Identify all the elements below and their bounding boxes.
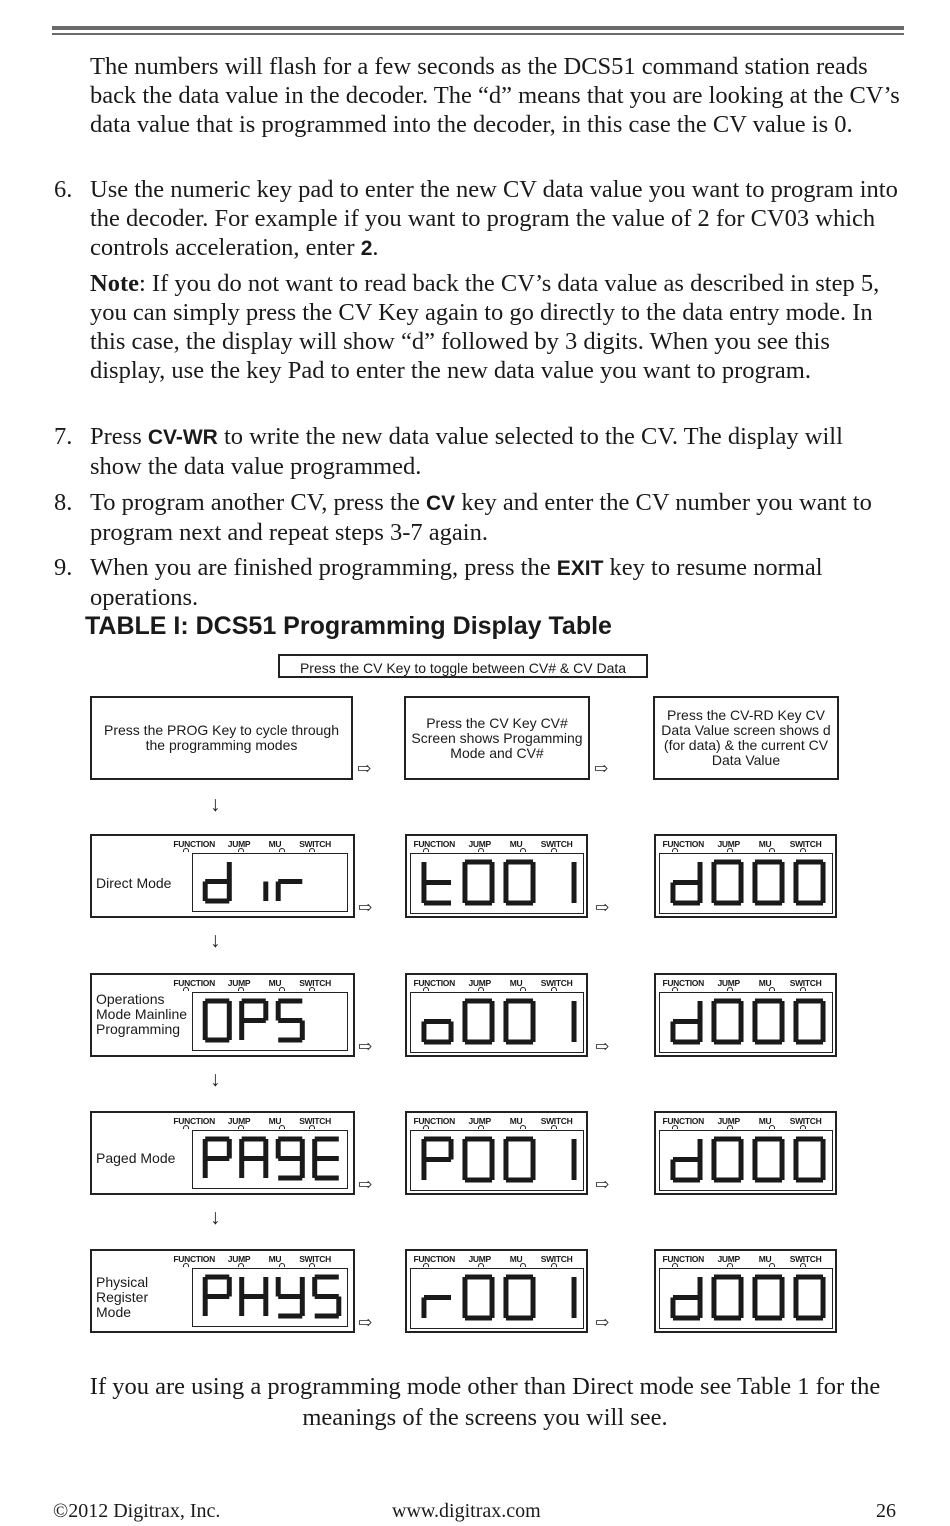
mode-panel xyxy=(90,1111,355,1195)
mode-label: Physical Register Mode xyxy=(96,1274,149,1320)
cv-number-panel xyxy=(405,834,588,918)
right-arrow-icon: ⇨ xyxy=(595,1175,610,1194)
cv-data-lcd xyxy=(659,1130,833,1191)
cv-number-lcd-digits xyxy=(411,1131,582,1189)
cv-data-lcd xyxy=(659,1268,833,1329)
indicator-label-mu: MU xyxy=(509,839,523,849)
table-title: TABLE I: DCS51 Programming Display Table xyxy=(85,612,612,640)
step-number: 9. xyxy=(54,554,73,581)
step-number: 8. xyxy=(54,489,73,516)
cv-data-panel xyxy=(654,834,837,918)
note-label: Note xyxy=(90,270,139,297)
step-6-end: . xyxy=(372,234,379,261)
key-exit: EXIT xyxy=(556,557,604,580)
indicator-label-switch: SWITCH xyxy=(540,1116,573,1126)
indicator-label-switch: SWITCH xyxy=(789,1116,822,1126)
indicator-led-icon xyxy=(478,987,484,991)
footer-copyright: ©2012 Digitrax, Inc. xyxy=(53,1500,221,1522)
indicator-led-icon xyxy=(727,1125,733,1129)
indicator-label-function: FUNCTION xyxy=(662,1254,704,1264)
indicator-led-icon xyxy=(520,1125,526,1129)
indicator-led-icon xyxy=(478,1263,484,1267)
indicator-label-function: FUNCTION xyxy=(173,1254,215,1264)
indicator-led-icon xyxy=(769,987,775,991)
mode-panel xyxy=(90,973,355,1057)
cv-data-lcd-digits xyxy=(660,1131,831,1189)
indicator-led-icon xyxy=(279,1263,285,1267)
step-7-lead: Press xyxy=(90,423,148,450)
indicator-led-icon xyxy=(800,848,806,852)
indicator-label-jump: JUMP xyxy=(468,978,491,988)
indicator-led-icon xyxy=(183,1263,189,1267)
step-8-text xyxy=(90,488,900,547)
indicator-led-icon xyxy=(769,848,775,852)
indicator-labels xyxy=(410,1254,582,1266)
indicator-label-function: FUNCTION xyxy=(662,839,704,849)
cv-number-lcd xyxy=(410,1268,584,1329)
closing-paragraph: If you are using a programming mode other than Direct mode see Table 1 for the meanings of the screens you will see. xyxy=(89,1373,881,1431)
cv-data-panel xyxy=(654,1111,837,1195)
indicator-led-icon xyxy=(279,987,285,991)
indicator-led-icon xyxy=(800,987,806,991)
indicator-label-function: FUNCTION xyxy=(173,839,215,849)
indicator-led-icon xyxy=(423,1125,429,1129)
indicator-label-switch: SWITCH xyxy=(540,978,573,988)
indicator-led-icon xyxy=(551,848,557,852)
indicator-label-jump: JUMP xyxy=(227,839,251,849)
step-8-lead: To program another CV, press the xyxy=(90,489,427,516)
indicator-label-mu: MU xyxy=(758,1254,772,1264)
indicator-label-mu: MU xyxy=(509,1254,523,1264)
mode-label: Direct Mode xyxy=(96,875,172,891)
cv-key-box: Press the CV Key CV# Screen shows Progamming Mode and CV# xyxy=(404,696,590,780)
mode-lcd xyxy=(192,1268,348,1327)
indicator-label-jump: JUMP xyxy=(468,1254,491,1264)
mode-panel xyxy=(90,834,355,918)
mode-panel xyxy=(90,1249,355,1333)
mode-lcd-digits xyxy=(193,854,346,910)
step-number: 7. xyxy=(54,423,73,450)
indicator-led-icon xyxy=(309,848,315,852)
cv-number-panel xyxy=(405,1249,588,1333)
indicator-led-icon xyxy=(551,987,557,991)
indicator-label-jump: JUMP xyxy=(717,1254,740,1264)
cv-number-lcd xyxy=(410,853,584,914)
cv-data-lcd-digits xyxy=(660,854,831,912)
right-arrow-icon: ⇨ xyxy=(358,1175,373,1194)
step-9-lead: When you are finished programming, press the xyxy=(90,554,557,581)
down-arrow-icon: ↓ xyxy=(210,792,221,816)
cv-data-lcd-digits xyxy=(660,1269,831,1327)
indicator-labels xyxy=(410,978,582,990)
indicator-label-function: FUNCTION xyxy=(413,839,455,849)
indicator-label-mu: MU xyxy=(758,839,772,849)
indicator-led-icon xyxy=(423,1263,429,1267)
indicator-label-function: FUNCTION xyxy=(173,978,215,988)
indicator-led-icon xyxy=(309,987,315,991)
cv-number-lcd-digits xyxy=(411,854,582,912)
step-8-body: key and enter the CV number you want to program next and repeat steps 3-7 again. xyxy=(90,489,872,546)
indicator-led-icon xyxy=(183,987,189,991)
step-7-text xyxy=(90,422,900,481)
note-text: : If you do not want to read back the CV’s data value as described in step 5, you can simply press the CV Key again to go directly to the data entry mode. In this case, the display will show “d” followed by 3 digits. When you see this display, use the key Pad to enter the new data value you want to program. xyxy=(90,270,880,384)
indicator-led-icon xyxy=(551,1263,557,1267)
indicator-led-icon xyxy=(551,1125,557,1129)
indicator-led-icon xyxy=(672,848,678,852)
cv-number-lcd-digits xyxy=(411,1269,582,1327)
indicator-label-jump: JUMP xyxy=(227,978,251,988)
mode-label: Operations Mode Mainline Programming xyxy=(96,991,188,1037)
cv-data-lcd-digits xyxy=(660,993,831,1051)
indicator-led-icon xyxy=(478,1125,484,1129)
indicator-labels xyxy=(170,1116,340,1128)
indicator-labels xyxy=(410,1116,582,1128)
mode-lcd-digits xyxy=(193,1131,346,1187)
indicator-labels xyxy=(410,839,582,851)
indicator-label-switch: SWITCH xyxy=(789,1254,822,1264)
mode-lcd-digits xyxy=(193,993,346,1049)
indicator-label-jump: JUMP xyxy=(717,1116,740,1126)
indicator-led-icon xyxy=(309,1263,315,1267)
right-arrow-icon: ⇨ xyxy=(358,1037,373,1056)
indicator-led-icon xyxy=(672,1125,678,1129)
down-arrow-icon: ↓ xyxy=(210,1205,221,1229)
cv-number-panel xyxy=(405,1111,588,1195)
indicator-label-switch: SWITCH xyxy=(299,1116,331,1126)
down-arrow-icon: ↓ xyxy=(210,1067,221,1091)
cv-number-panel xyxy=(405,973,588,1057)
header-rule-thick xyxy=(52,26,904,30)
indicator-labels xyxy=(659,839,831,851)
indicator-label-switch: SWITCH xyxy=(299,839,331,849)
step-9-text xyxy=(90,553,900,612)
cv-number-lcd-digits xyxy=(411,993,582,1051)
key-2: 2 xyxy=(360,237,373,260)
indicator-label-jump: JUMP xyxy=(468,839,491,849)
mode-lcd-digits xyxy=(193,1269,346,1325)
step-number: 6. xyxy=(54,176,73,203)
indicator-led-icon xyxy=(520,848,526,852)
header-rule-thin xyxy=(52,33,904,35)
cv-data-panel xyxy=(654,973,837,1057)
indicator-led-icon xyxy=(238,848,244,852)
right-arrow-icon: ⇨ xyxy=(595,1037,610,1056)
indicator-led-icon xyxy=(769,1263,775,1267)
indicator-labels xyxy=(659,1116,831,1128)
indicator-led-icon xyxy=(727,1263,733,1267)
indicator-label-switch: SWITCH xyxy=(540,839,573,849)
indicator-label-jump: JUMP xyxy=(227,1254,251,1264)
indicator-label-mu: MU xyxy=(509,978,523,988)
indicator-label-mu: MU xyxy=(268,1254,282,1264)
indicator-label-function: FUNCTION xyxy=(413,1116,455,1126)
step-6-text xyxy=(90,175,900,263)
indicator-label-mu: MU xyxy=(509,1116,523,1126)
indicator-label-jump: JUMP xyxy=(227,1116,251,1126)
indicator-label-function: FUNCTION xyxy=(413,1254,455,1264)
step-9-body: key to resume normal operations. xyxy=(90,554,823,611)
key-cv: CV xyxy=(426,492,456,515)
indicator-label-function: FUNCTION xyxy=(662,978,704,988)
indicator-led-icon xyxy=(520,1263,526,1267)
indicator-led-icon xyxy=(478,848,484,852)
indicator-led-icon xyxy=(672,987,678,991)
indicator-label-mu: MU xyxy=(758,1116,772,1126)
indicator-led-icon xyxy=(423,848,429,852)
indicator-label-jump: JUMP xyxy=(717,839,740,849)
indicator-label-switch: SWITCH xyxy=(789,839,822,849)
indicator-labels xyxy=(170,978,340,990)
indicator-label-function: FUNCTION xyxy=(413,978,455,988)
indicator-label-mu: MU xyxy=(268,978,282,988)
indicator-led-icon xyxy=(423,987,429,991)
mode-lcd xyxy=(192,853,348,912)
cv-number-lcd xyxy=(410,992,584,1053)
indicator-led-icon xyxy=(520,987,526,991)
indicator-label-switch: SWITCH xyxy=(789,978,822,988)
step-7-body: to write the new data value selected to the CV. The display will show the data value programmed. xyxy=(90,423,843,480)
indicator-label-mu: MU xyxy=(268,1116,282,1126)
indicator-label-function: FUNCTION xyxy=(173,1116,215,1126)
indicator-led-icon xyxy=(279,848,285,852)
indicator-led-icon xyxy=(672,1263,678,1267)
indicator-led-icon xyxy=(238,1125,244,1129)
cv-data-lcd xyxy=(659,853,833,914)
indicator-label-jump: JUMP xyxy=(468,1116,491,1126)
down-arrow-icon: ↓ xyxy=(210,928,221,952)
indicator-led-icon xyxy=(183,1125,189,1129)
cv-data-lcd xyxy=(659,992,833,1053)
indicator-label-switch: SWITCH xyxy=(299,1254,331,1264)
cv-number-lcd xyxy=(410,1130,584,1191)
indicator-labels xyxy=(659,978,831,990)
right-arrow-icon: ⇨ xyxy=(594,759,609,778)
mode-label: Paged Mode xyxy=(96,1150,176,1166)
indicator-label-switch: SWITCH xyxy=(299,978,331,988)
right-arrow-icon: ⇨ xyxy=(357,759,372,778)
indicator-led-icon xyxy=(238,1263,244,1267)
step-6-body: Use the numeric key pad to enter the new CV data value you want to program into the decoder. For example if you want to program the value of 2 for CV03 which controls acceleration, enter xyxy=(90,176,898,261)
right-arrow-icon: ⇨ xyxy=(358,898,373,917)
right-arrow-icon: ⇨ xyxy=(358,1313,373,1332)
footer-page-number: 26 xyxy=(876,1500,896,1522)
cv-toggle-header-box: Press the CV Key to toggle between CV# & CV Data xyxy=(278,654,648,678)
intro-paragraph: The numbers will flash for a few seconds as the DCS51 command station reads back the data value in the decoder. The “d” means that you are looking at the CV’s data value that is programmed into the decoder, in this case the CV value is 0. xyxy=(90,53,900,138)
right-arrow-icon: ⇨ xyxy=(595,898,610,917)
indicator-led-icon xyxy=(183,848,189,852)
indicator-labels xyxy=(659,1254,831,1266)
indicator-led-icon xyxy=(800,1125,806,1129)
mode-lcd xyxy=(192,992,348,1051)
footer-website: www.digitrax.com xyxy=(392,1500,541,1522)
prog-key-box: Press the PROG Key to cycle through the programming modes xyxy=(90,696,353,780)
indicator-led-icon xyxy=(800,1263,806,1267)
indicator-led-icon xyxy=(769,1125,775,1129)
indicator-led-icon xyxy=(279,1125,285,1129)
indicator-led-icon xyxy=(238,987,244,991)
indicator-labels xyxy=(170,839,340,851)
key-cv-wr: CV-WR xyxy=(147,426,218,449)
indicator-labels xyxy=(170,1254,340,1266)
indicator-label-jump: JUMP xyxy=(717,978,740,988)
mode-lcd xyxy=(192,1130,348,1189)
indicator-label-mu: MU xyxy=(758,978,772,988)
note-paragraph xyxy=(90,269,900,385)
cv-rd-key-box: Press the CV-RD Key CV Data Value screen shows d (for data) & the current CV Data Value xyxy=(653,696,839,780)
indicator-led-icon xyxy=(727,848,733,852)
indicator-led-icon xyxy=(727,987,733,991)
indicator-label-mu: MU xyxy=(268,839,282,849)
indicator-led-icon xyxy=(309,1125,315,1129)
indicator-label-switch: SWITCH xyxy=(540,1254,573,1264)
cv-data-panel xyxy=(654,1249,837,1333)
right-arrow-icon: ⇨ xyxy=(595,1313,610,1332)
indicator-label-function: FUNCTION xyxy=(662,1116,704,1126)
